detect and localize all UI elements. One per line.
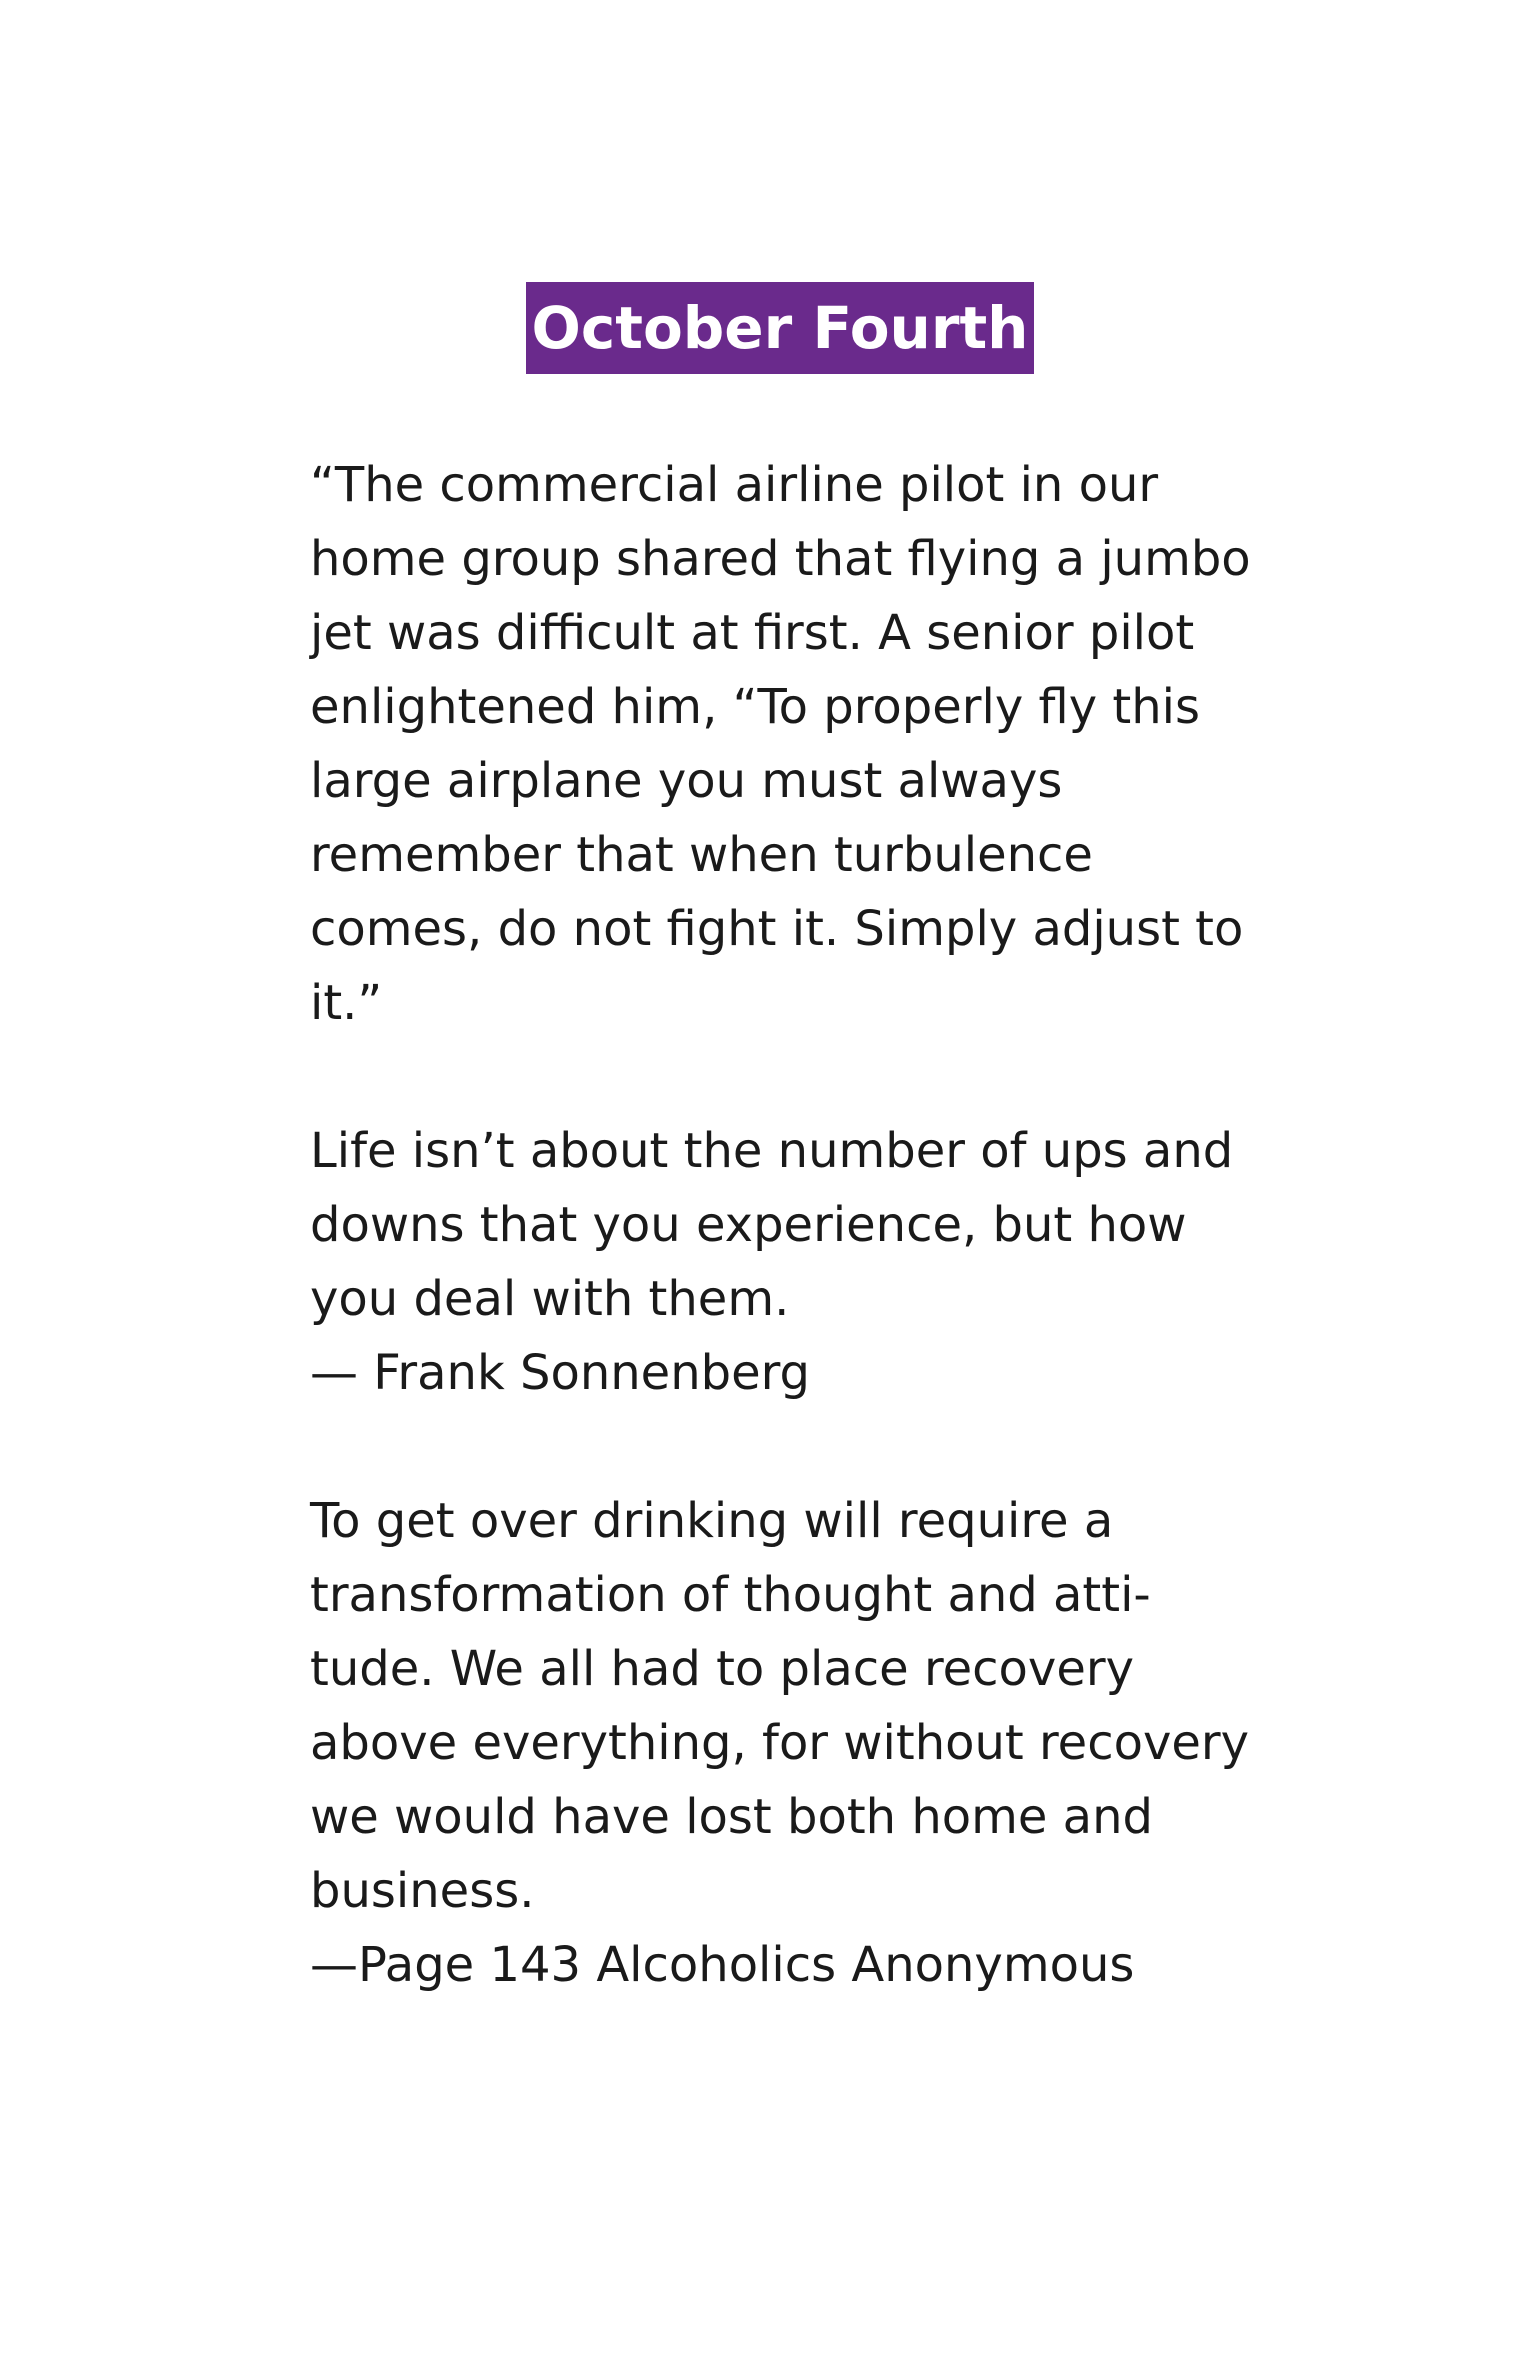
reflection-line: comes, do not fight it. Simply adjust to (310, 901, 1244, 957)
reflection-line: large airplane you must always (310, 753, 1063, 809)
reflection-line: jet was difficult at first. A senior pilot (310, 605, 1195, 661)
big-book-line: tude. We all had to place recovery (310, 1641, 1134, 1697)
big-book-paragraph (310, 1484, 1300, 2002)
page-content (310, 448, 1300, 2002)
paragraph-spacer (310, 1040, 1300, 1114)
reflection-line: home group shared that flying a jumbo (310, 531, 1251, 587)
page-title: October Fourth (526, 282, 1035, 374)
big-book-attribution: —Page 143 Alcoholics Anonymous (310, 1937, 1135, 1993)
big-book-line: we would have lost both home and (310, 1789, 1153, 1845)
quote-line: Life isn’t about the number of ups and (310, 1123, 1234, 1179)
reflection-line: remember that when turbulence (310, 827, 1093, 883)
big-book-line: business. (310, 1863, 535, 1919)
reflection-paragraph (310, 448, 1300, 1040)
big-book-line: above everything, for without recovery (310, 1715, 1250, 1771)
big-book-line: transformation of thought and atti- (310, 1567, 1151, 1623)
reflection-line: enlightened him, “To properly fly this (310, 679, 1200, 735)
quote-line: downs that you experience, but how (310, 1197, 1187, 1253)
big-book-line: To get over drinking will require a (310, 1493, 1114, 1549)
quote-line: you deal with them. (310, 1271, 790, 1327)
paragraph-spacer (310, 1410, 1300, 1484)
quote-attribution: — Frank Sonnenberg (310, 1345, 810, 1401)
quote-paragraph (310, 1114, 1300, 1410)
reflection-line: “The commercial airline pilot in our (310, 457, 1159, 513)
title-container (0, 282, 1540, 374)
reflection-line: it.” (310, 975, 383, 1031)
